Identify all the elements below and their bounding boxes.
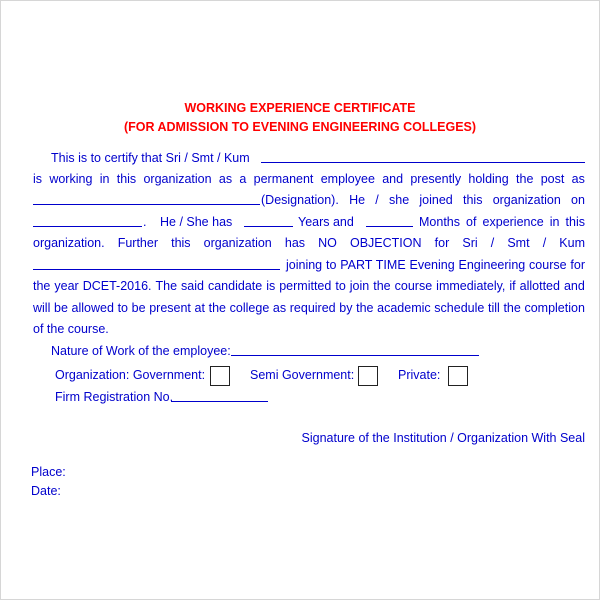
body-line-5	[33, 236, 585, 254]
nature-of-work-label: Nature of Work of the employee:	[51, 344, 231, 358]
word: has	[284, 236, 306, 250]
word: the	[356, 301, 374, 315]
line4-period: .	[143, 215, 147, 229]
join-date-blank[interactable]	[33, 215, 142, 227]
government-checkbox[interactable]	[210, 366, 230, 386]
word: a	[239, 172, 247, 186]
firm-registration-blank[interactable]	[171, 390, 268, 402]
word: this	[171, 236, 191, 250]
word: allowed	[71, 301, 114, 315]
word: the	[503, 301, 521, 315]
line4-he-she-has: He / She has	[160, 215, 233, 229]
nature-of-work-blank[interactable]	[231, 344, 479, 356]
word: Further	[117, 236, 158, 250]
word: organization.	[33, 236, 105, 250]
word: as	[218, 172, 233, 186]
word: if	[509, 279, 516, 293]
designation-blank[interactable]	[33, 193, 260, 205]
word: college	[229, 301, 270, 315]
months-blank[interactable]	[366, 215, 413, 227]
word: the	[208, 301, 227, 315]
word: He	[349, 193, 366, 207]
word: Sri	[462, 236, 478, 250]
word: permitted	[279, 279, 332, 293]
word: candidate	[207, 279, 263, 293]
word: /	[490, 236, 495, 250]
firm-registration-label: Firm Registration No.	[55, 390, 174, 404]
word: is	[33, 172, 43, 186]
private-label: Private:	[398, 368, 441, 382]
word: in	[99, 172, 110, 186]
certificate-title: WORKING EXPERIENCE CERTIFICATE	[184, 101, 416, 115]
word: be	[131, 301, 146, 315]
private-checkbox[interactable]	[448, 366, 468, 386]
body-line-9: of the course.	[33, 322, 109, 336]
semi-government-label: Semi Government:	[250, 368, 355, 382]
org-government-label: Organization: Government:	[55, 368, 206, 382]
word: The	[155, 279, 178, 293]
word: completion	[524, 301, 585, 315]
place-label: Place:	[31, 465, 66, 479]
body-line-3	[261, 193, 585, 211]
word: Smt	[507, 236, 530, 250]
word: presently	[410, 172, 462, 186]
word: present	[149, 301, 191, 315]
word: she	[389, 193, 410, 207]
word: and	[563, 279, 585, 293]
word: academic	[377, 301, 431, 315]
word: the	[516, 172, 534, 186]
signature-label: Signature of the Institution / Organization With Seal	[301, 431, 585, 445]
word: organization	[203, 236, 272, 250]
word: DCET-2016.	[82, 279, 152, 293]
word: required	[289, 301, 336, 315]
semi-government-checkbox[interactable]	[358, 366, 378, 386]
word: Kum	[559, 236, 585, 250]
word: on	[571, 193, 585, 207]
word: /	[542, 236, 547, 250]
word: immediately,	[436, 279, 506, 293]
word: as	[272, 301, 287, 315]
word: will	[33, 301, 51, 315]
word: organization	[492, 193, 561, 207]
word: post	[540, 172, 565, 186]
word: by	[339, 301, 353, 315]
date-label: Date:	[31, 484, 61, 498]
word: join	[349, 279, 370, 293]
word: this	[116, 172, 137, 186]
word: /	[375, 193, 379, 207]
years-blank[interactable]	[244, 215, 293, 227]
word: OBJECTION	[350, 236, 422, 250]
body-line-6: joining to PART TIME Evening Engineering course for	[286, 258, 585, 272]
word: to	[335, 279, 346, 293]
word: be	[54, 301, 68, 315]
word: permanent	[253, 172, 314, 186]
word: said	[181, 279, 204, 293]
word: NO	[318, 236, 337, 250]
word: at	[194, 301, 205, 315]
word: this	[463, 193, 483, 207]
designation-label: (Designation).	[261, 193, 339, 207]
word: for	[434, 236, 450, 250]
certificate-subtitle: (FOR ADMISSION TO EVENING ENGINEERING COLLEGES)	[123, 120, 477, 134]
word: as	[571, 172, 585, 186]
word: allotted	[519, 279, 560, 293]
body-line-8	[33, 301, 585, 319]
word: year	[54, 279, 79, 293]
body-line-7	[33, 279, 585, 297]
word: the	[33, 279, 51, 293]
word: and	[382, 172, 404, 186]
line4-years-and: Years and	[298, 215, 354, 229]
word: holding	[468, 172, 509, 186]
line4-months-text: Months of experience in this	[419, 215, 585, 229]
word: course	[394, 279, 433, 293]
employee-name-blank[interactable]	[261, 151, 585, 163]
word: working	[49, 172, 93, 186]
body-line-2	[33, 172, 585, 190]
word: to	[117, 301, 129, 315]
word: joined	[419, 193, 453, 207]
word: schedule	[434, 301, 485, 315]
word: till	[487, 301, 500, 315]
certify-text: This is to certify that Sri / Smt / Kum	[51, 151, 250, 165]
word: organization	[143, 172, 212, 186]
word: employee	[320, 172, 375, 186]
word: is	[266, 279, 276, 293]
word: the	[373, 279, 391, 293]
applicant-name-blank[interactable]	[33, 258, 280, 270]
